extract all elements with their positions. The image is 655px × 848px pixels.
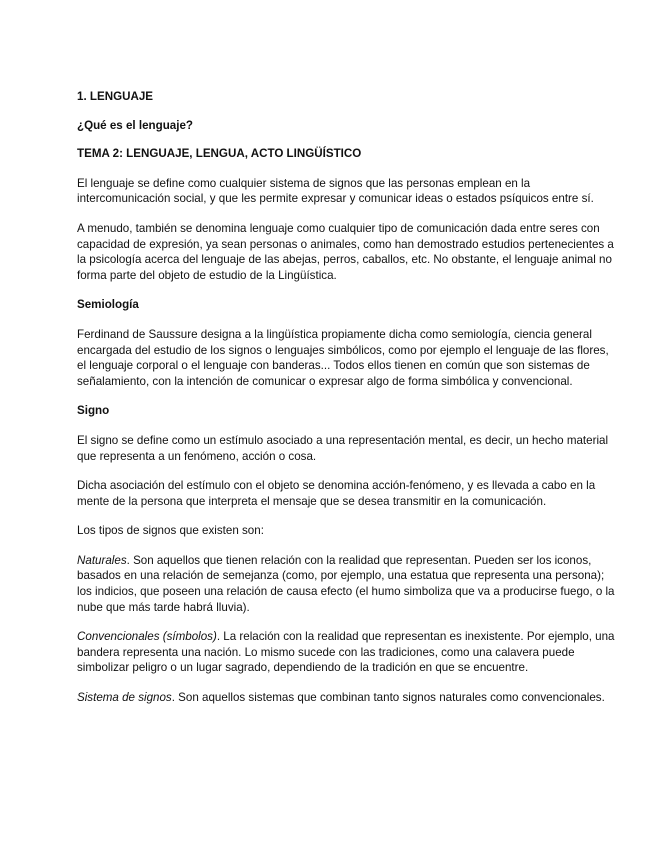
paragraph-tipos: Los tipos de signos que existen son: [77,524,264,538]
heading-que-es: ¿Qué es el lenguaje? [77,118,193,132]
paragraph-saussure: Ferdinand de Saussure designa a la lingüística propiamente dicha como semiología, ciencia general encargada del estudio de los signos o lenguajes simbólicos, como por ejemplo el lenguaje de las flores, el lenguaje corporal o el lenguaje con banderas... Todos ellos tienen en común que son sistemas de señalamiento, con la intención de comunicar o expresar algo de forma simbólica y convencional. [77,327,609,388]
heading-signo: Signo [77,404,110,418]
paragraph-sistema [77,690,615,706]
term-naturales: Naturales [77,553,127,567]
paragraph-comunicacion: A menudo, también se denomina lenguaje como cualquier tipo de comunicación dada entre seres con capacidad de expresión, ya sean personas o animales, como han demostrado estudios pertenecientes a la psicología acerca del lenguaje de las abejas, perros, caballos, etc. No obstante, el lenguaje animal no forma parte del objeto de estudio de la Lingüística. [77,221,614,282]
term-sistema: Sistema de signos [77,691,172,705]
text-sistema: . Son aquellos sistemas que combinan tanto signos naturales como convencionales. [171,691,605,705]
paragraph-signo: El signo se define como un estímulo asociado a una representación mental, es decir, un hecho material que representa a un fenómeno, acción o cosa. [77,433,609,463]
heading-tema: TEMA 2: LENGUAJE, LENGUA, ACTO LINGÜÍSTICO [77,147,362,161]
paragraph-convencionales [77,629,615,676]
text-naturales: . Son aquellos que tienen relación con la realidad que representan. Pueden ser los iconos, basados en una relación de semejanza (como, por ejemplo, una estatua que representa una persona); los indicios, que poseen una relación de causa efecto (el humo simboliza que va a producirse fuego, o la nube que más tarde habrá lluvia). [77,553,615,614]
heading-lenguaje: 1. LENGUAJE [77,90,154,103]
heading-semiologia: Semiología [77,298,139,312]
paragraph-asociacion: Dicha asociación del estímulo con el objeto se denomina acción-fenómeno, y es llevada a cabo en la mente de la persona que interpreta el mensaje que se desea transmitir en la comunicación. [77,479,596,508]
text-convencionales: . La relación con la realidad que representan es inexistente. Por ejemplo, una bandera representa una nación. Lo mismo sucede con las tradiciones, como una calavera puede simbolizar peligro o un lugar sagrado, dependiendo de la tradición en que se encuentre. [77,630,615,675]
term-convencionales: Convencionales (símbolos) [77,630,217,644]
paragraph-naturales [77,553,615,615]
paragraph-definicion: El lenguaje se define como cualquier sistema de signos que las personas emplean en la intercomunicación social, y que les permite expresar y comunicar ideas o estados psíquicos entre sí. [77,176,594,206]
